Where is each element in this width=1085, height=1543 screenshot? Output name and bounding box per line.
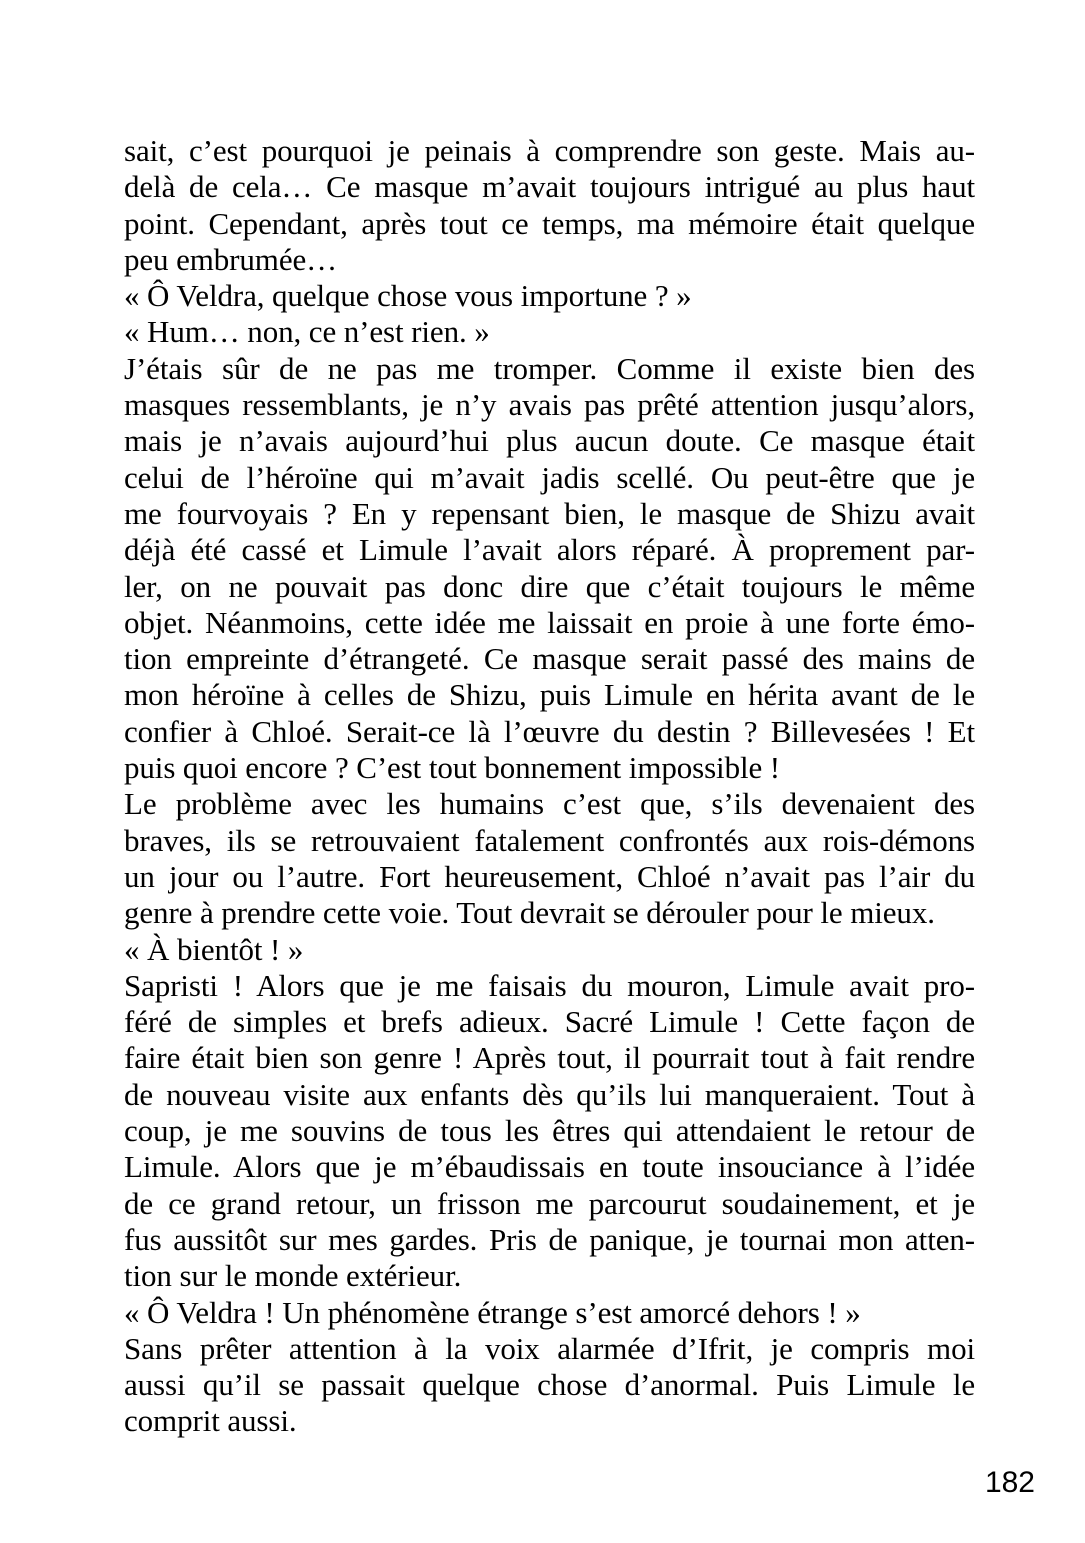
text-line: « Ô Veldra, quelque chose vous importune ? » [124,278,692,314]
text-line: J’étais sûr de ne pas me tromper. Comme il existe bien des [124,350,975,386]
text-line: aussi qu’il se passait quelque chose d’anormal. Puis Limule le [124,1367,975,1403]
text-line: delà de cela… Ce masque m’avait toujours intrigué au plus haut [124,169,975,205]
text-line: braves, ils se retrouvaient fatalement confrontés aux rois-démons [124,822,975,858]
text-line: Limule. Alors que je m’ébaudissais en toute insouciance à l’idée [124,1149,975,1185]
page-number: 182 [984,1466,1035,1499]
text-line: tion sur le monde extérieur. [124,1258,462,1294]
text-line: masques ressemblants, je n’y avais pas prêté attention jusqu’alors, [124,387,975,423]
text-line: comprit aussi. [124,1403,297,1439]
text-line: ler, on ne pouvait pas donc dire que c’était toujours le même [124,568,975,604]
text-line: de nouveau visite aux enfants dès qu’ils lui manqueraient. Tout à [124,1076,975,1112]
text-line: me fourvoyais ? En y repensant bien, le masque de Shizu avait [124,495,975,531]
text-line: un jour ou l’autre. Fort heureusement, Chloé n’avait pas l’air du [124,858,975,894]
text-line: Le problème avec les humains c’est que, s’ils devenaient des [124,786,975,822]
text-line: genre à prendre cette voie. Tout devrait se dérouler pour le mieux. [124,895,935,931]
text-line: « À bientôt ! » [124,931,304,967]
text-line: déjà été cassé et Limule l’avait alors réparé. À proprement par- [124,532,975,568]
text-line: Sapristi ! Alors que je me faisais du mouron, Limule avait pro- [124,967,975,1003]
text-line: fus aussitôt sur mes gardes. Pris de panique, je tournai mon atten- [124,1221,975,1257]
text-line: point. Cependant, après tout ce temps, ma mémoire était quelque [124,205,975,241]
text-line: objet. Néanmoins, cette idée me laissait en proie à une forte émo- [124,604,975,640]
text-line: peu embrumée… [124,241,338,277]
text-line: coup, je me souvins de tous les êtres qui attendaient le retour de [124,1113,975,1149]
text-line: « Ô Veldra ! Un phénomène étrange s’est amorcé dehors ! » [124,1294,861,1330]
text-line: Sans prêter attention à la voix alarmée d’Ifrit, je compris moi [124,1330,975,1366]
page-text [124,133,975,1440]
text-line: celui de l’héroïne qui m’avait jadis scellé. Ou peut-être que je [124,459,975,495]
text-line: féré de simples et brefs adieux. Sacré Limule ! Cette façon de [124,1004,975,1040]
text-line: faire était bien son genre ! Après tout, il pourrait tout à fait rendre [124,1040,975,1076]
text-line: tion empreinte d’étrangeté. Ce masque serait passé des mains de [124,641,975,677]
text-line: « Hum… non, ce n’est rien. » [124,314,490,350]
text-line: sait, c’est pourquoi je peinais à comprendre son geste. Mais au- [124,133,975,168]
text-line: mon héroïne à celles de Shizu, puis Limule en hérita avant de le [124,677,975,713]
text-line: puis quoi encore ? C’est tout bonnement impossible ! [124,750,781,786]
text-line: mais je n’avais aujourd’hui plus aucun doute. Ce masque était [124,423,975,459]
text-line: de ce grand retour, un frisson me parcourut soudainement, et je [124,1185,975,1221]
text-line: confier à Chloé. Serait-ce là l’œuvre du destin ? Billevesées ! Et [124,713,975,749]
